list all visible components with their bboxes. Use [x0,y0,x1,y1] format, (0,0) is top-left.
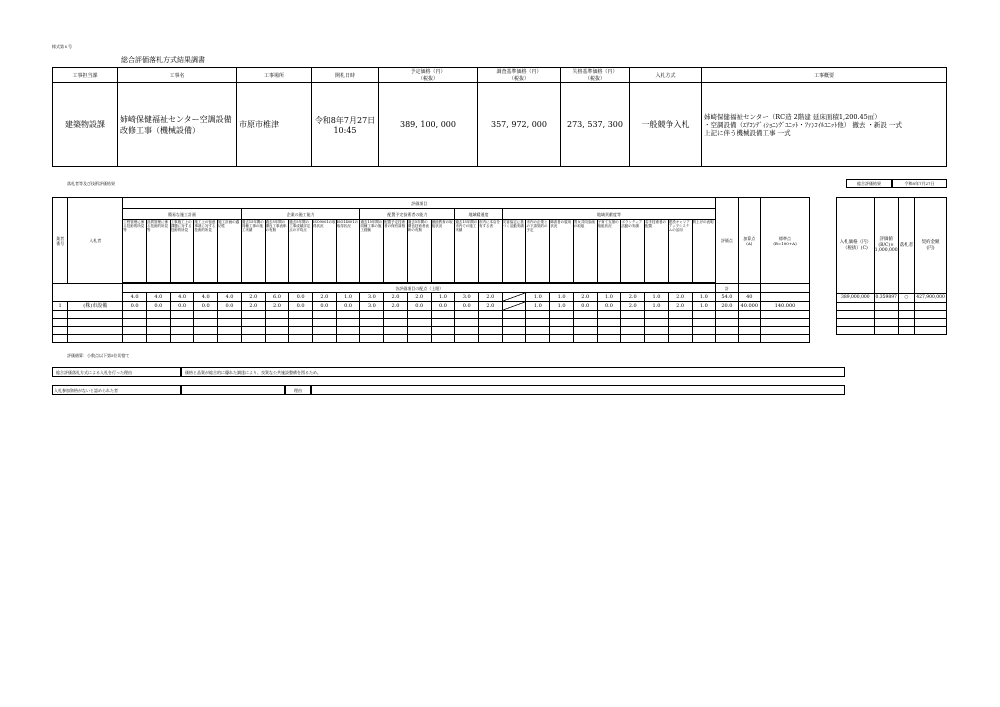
item-desc: 過去15年間の同種工事の施工実績 [241,220,265,283]
item-desc: 工事施工上の課題に対する技術的所見 [170,220,194,283]
place-value: 市原市椎津 [237,83,312,167]
allot-total-label: 計 [716,284,738,293]
reason-text-box: 価格と品質が総合的に優れた調達により、良質な公共施設整備を図るため。 [181,367,845,377]
added-label: 加算点 (A) [738,198,760,284]
header-summary-label: 工事概要 [702,68,947,83]
header-name-label: 工事名 [118,68,237,83]
project-name-value: 姉崎保健福祉センター空調設備改修工事（機械設備） [118,83,237,167]
item-desc: 過去5年間の優良工事表彰の有無 [265,220,289,283]
item-desc: 子育て支援の取組状況 [597,220,621,283]
summary-value: 姉崎保健福祉センター（RC造 2階建 延床面積1,200.45㎡） ・空調設備（ｴｱｺﾝﾃﾞｨｼｮﾆﾝｸﾞﾕﾆｯﾄ・ﾌｧﾝｺｲﾙﾕﾆｯﾄ他） 撤去 ・新設 一式 上記に伴う機械設備工事 一式 [702,83,947,167]
item-desc: 継続教育の取組状況 [431,220,455,283]
header-place-label: 工事場所 [237,68,312,83]
item-desc: 過去15年間の同種工事の施工経験 [360,220,384,283]
item-desc: 市内の企業との下請契約の予定 [526,220,550,283]
item-desc: 施工上の留意事項に対する技術的所見 [194,220,218,283]
document-title: 総合評価落札方式結果調書 [121,56,205,64]
table-row: 1 (株)市設備 0.0 0.0 0.0 0.0 0.0 2.0 2.0 0.0 0.0 0.0 3.0 2.0 0.0 0.0 0.0 2.0 1.0 1.0 0.0 0.0 2.0 1.0 2.0 1.0 20.0 40.000 140.000 [53,302,810,311]
item-desc: 障害者の雇用状況 [550,220,574,283]
header-date-label: 開札日時 [312,68,379,83]
allot-row: 4.0 4.0 4.0 4.0 4.0 2.0 6.0 0.0 2.0 1.0 3.0 2.0 2.0 1.0 3.0 2.0 1.0 1.0 2.0 1.0 2.0 1.0 2.0 1.0 54.0 40 [53,293,810,302]
item-desc: 市内に本店を有する者 [479,220,503,283]
evaluation-table [52,197,810,343]
table-row [53,319,810,327]
group-local: 地域精通度 [455,209,502,220]
item-desc: 男女共同参画の取組 [573,220,597,283]
total-eval-date-box: 令和8年7月27日 [892,179,947,188]
item-desc: 賃上げの表明 [692,220,716,283]
dept-value: 建築物設課 [53,83,118,167]
bidder-no-label: 業者 番号 [53,198,68,284]
table-row [53,335,810,343]
ratio-label: 評価値 (B/C)× 1,000,000 [874,198,898,294]
project-header-table [52,67,947,167]
group-contribution: 地域貢献度等 [502,209,715,220]
method-value: 一般競争入札 [630,83,702,167]
group-simple-plan: 簡易な施工計画 [123,209,242,220]
winner-label: 落札者 [898,198,914,294]
invalid-name-box [181,385,285,395]
fail-price-value: 273, 537, 300 [561,83,630,167]
item-desc: ボランティア活動の実績 [621,220,645,283]
std-label: 標準点 (B=100+A) [761,198,810,284]
table-row [53,327,810,335]
item-desc: 品質管理に係る技術的所見等 [146,220,170,283]
invalid-reason-box [311,385,845,395]
score-label: 評価点 [716,198,738,284]
header-planned-label: 予定価格（円） （税抜） [379,68,478,83]
item-desc: 若手技術者の配置 [645,220,669,283]
invalid-reason-label-box: 理由 [285,385,311,395]
item-desc: 過去5年間の優良技術者表彰の有無 [407,220,431,283]
item-desc: 施工計画の適切性 [218,220,242,283]
header-method-label: 入札方式 [630,68,702,83]
items-label: 評価項目 [123,198,716,209]
header-dept-label: 工事担当課 [53,68,118,83]
item-desc: 過去15年間の市内での施工実績 [455,220,479,283]
header-survey-label: 調査基準価格（円） （税抜） [478,68,561,83]
form-number: 様式第６号 [52,44,72,49]
allot-label: 各評価項目の配点（上限） [123,284,716,293]
bidder-label: 入札者 [68,198,123,284]
item-desc: 過去5年間の工事成績評定点の平均点 [289,220,313,283]
header-fail-label: 失格基準価格（円） （税抜） [561,68,630,83]
table-row: 389,000,000 0.359897 ○ 427,900,000 [837,294,947,303]
item-desc: ISO14001の取得状況 [336,220,360,283]
invalid-label-box: 入札参加資格がないと認められた者 [52,385,181,395]
contract-label: 契約金額 (円) [915,198,947,294]
price-label: 入札価格（円） （税抜）(C) [837,198,875,294]
item-desc: 建設キャリアアップシステムの活用 [668,220,692,283]
item-desc: 工程管理に係る技術的所見等 [123,220,147,283]
total-eval-label-box: 総合評価結果 [846,179,892,188]
date-value: 令和8年7月27日 10:45 [312,83,379,167]
group-company: 企業の施工能力 [241,209,360,220]
item-desc: ISO9001の取得状況 [313,220,337,283]
item-desc: 災害協定に基づく活動実績 [502,220,526,283]
survey-price-value: 357, 972, 000 [478,83,561,167]
reason-label-box: 総合評価落札方式による入札を行った理由 [52,367,181,377]
table-row [53,311,810,319]
item-desc: 配置予定技術者の保有資格 [384,220,408,283]
section-label: 落札者等及び技術評価結果 [67,181,115,186]
group-engineer: 配置予定技術者の能力 [360,209,455,220]
calc-note: 評価値算：小数点以下第5位切捨て [67,353,130,358]
planned-price-value: 389, 100, 000 [379,83,478,167]
price-result-table [836,197,947,335]
